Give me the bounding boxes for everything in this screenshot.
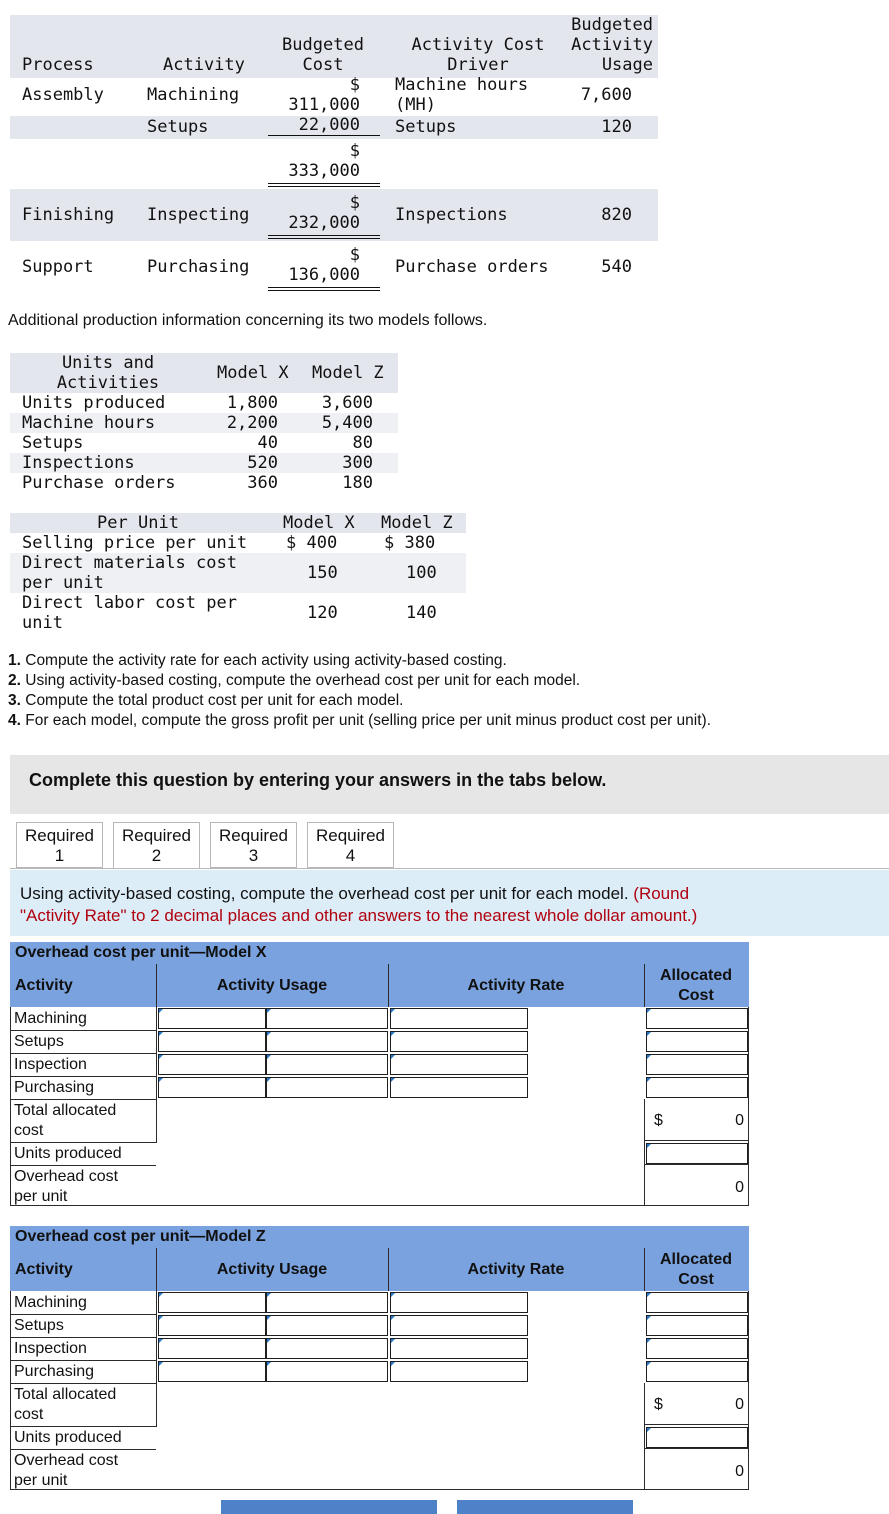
rate-input-setups[interactable]: [390, 1031, 528, 1052]
usage-unit-input-purchasing[interactable]: [266, 1077, 388, 1098]
selling-price-x: $ 400: [286, 533, 338, 553]
total-dollar-sign: $: [654, 1112, 663, 1129]
alloc-input-purchasing[interactable]: [646, 1077, 748, 1098]
labor-x: 120: [307, 603, 338, 623]
usage-input-inspection[interactable]: [158, 1338, 266, 1359]
rate-input-purchasing[interactable]: [390, 1077, 528, 1098]
alloc-input-machining[interactable]: [646, 1292, 748, 1313]
materials-x: 150: [307, 563, 338, 583]
overhead-per-unit-value: 0: [735, 1463, 744, 1480]
rate-input-inspection[interactable]: [390, 1338, 528, 1359]
machining-usage: 7,600: [580, 85, 632, 105]
units-row-label: Units produced: [22, 393, 166, 413]
units-x-values: 1,800 2,200 40 520 360: [226, 393, 278, 493]
total-allocated-label: Total allocated cost: [14, 1102, 117, 1139]
col-cost-driver: Activity Cost Driver: [411, 35, 545, 75]
inspecting-cost: $ 232,000: [268, 193, 380, 239]
purchasing-usage: 540: [601, 257, 632, 277]
usage-unit-input-inspection[interactable]: [266, 1054, 388, 1075]
overhead-per-unit-value: 0: [735, 1179, 744, 1196]
additional-info-text: Additional production information concerning its two models follows.: [8, 312, 488, 329]
alloc-input-inspection[interactable]: [646, 1054, 748, 1075]
units-row-label: Setups: [22, 433, 84, 453]
question-item: 2. Using activity-based costing, compute the overhead cost per unit for each model.: [8, 672, 581, 689]
usage-input-purchasing[interactable]: [158, 1361, 266, 1382]
instructions-banner: Complete this question by entering your answers in the tabs below.: [10, 755, 889, 814]
inspecting-driver: Inspections: [395, 205, 508, 225]
units-row-label: Inspections: [22, 453, 135, 473]
materials-z: 100: [406, 563, 437, 583]
units-produced-label: Units produced: [14, 1145, 122, 1162]
purchasing-cost: $ 136,000: [268, 245, 380, 291]
units-produced-input[interactable]: [646, 1143, 748, 1164]
tab-divider: [10, 868, 889, 869]
units-row-label: Purchase orders: [22, 473, 176, 493]
tab-required-1[interactable]: Required 1: [16, 822, 103, 868]
units-col-model-x: Model X: [217, 363, 289, 383]
per-unit-row-label: Direct materials cost per unit: [22, 553, 237, 593]
per-unit-row-label: Selling price per unit: [22, 533, 248, 553]
questions-list: [8, 651, 878, 731]
col-activity-header: Activity: [15, 1261, 73, 1278]
question-item: 4. For each model, compute the gross profit per unit (selling price per unit minus product cost per unit).: [8, 712, 712, 729]
rate-input-machining[interactable]: [390, 1008, 528, 1029]
usage-unit-input-setups[interactable]: [266, 1031, 388, 1052]
question-item: 3. Compute the total product cost per unit for each model.: [8, 692, 404, 709]
units-labels: [22, 393, 176, 493]
process-finishing: Finishing: [22, 205, 115, 225]
units-z-values: 3,600 5,400 80 300 180: [321, 393, 373, 493]
setups-cost: 22,000: [268, 115, 380, 136]
instruction-box: Using activity-based costing, compute the overhead cost per unit for each model. (Round "Activity Rate" to 2 decimal places and other answers to the nearest whole dollar amount.): [10, 870, 889, 936]
row-label-inspection: Inspection: [14, 1056, 87, 1073]
usage-unit-input-purchasing[interactable]: [266, 1361, 388, 1382]
overhead-per-unit-label: Overhead cost per unit: [14, 1452, 119, 1489]
tab-required-4[interactable]: Required 4: [307, 822, 394, 868]
activity-inspecting: Inspecting: [147, 205, 250, 225]
usage-unit-input-setups[interactable]: [266, 1315, 388, 1336]
grid-title-bar: Overhead cost per unit—Model X: [10, 942, 749, 964]
col-activity: Activity: [163, 55, 245, 75]
alloc-input-setups[interactable]: [646, 1315, 748, 1336]
inspecting-usage: 820: [601, 205, 632, 225]
per-unit-row-label: Direct labor cost per unit: [22, 593, 237, 633]
machining-driver: Machine hours (MH): [395, 75, 529, 115]
alloc-input-purchasing[interactable]: [646, 1361, 748, 1382]
col-usage-header: Activity Usage: [216, 1261, 328, 1278]
row-label-purchasing: Purchasing: [14, 1363, 95, 1380]
col-process: Process: [22, 55, 94, 75]
col-budgeted-usage: Budgeted Activity Usage: [571, 15, 653, 75]
usage-input-purchasing[interactable]: [158, 1077, 266, 1098]
col-rate-header: Activity Rate: [467, 977, 565, 994]
purchasing-driver: Purchase orders: [395, 257, 549, 277]
usage-unit-input-machining[interactable]: [266, 1008, 388, 1029]
alloc-input-inspection[interactable]: [646, 1338, 748, 1359]
total-allocated-value: 0: [735, 1112, 744, 1129]
usage-input-machining[interactable]: [158, 1008, 266, 1029]
activity-machining: Machining: [147, 85, 240, 105]
units-produced-label: Units produced: [14, 1429, 122, 1446]
col-activity-header: Activity: [15, 977, 73, 994]
total-allocated-value: 0: [735, 1396, 744, 1413]
col-alloc-header: Allocated Cost: [659, 967, 732, 1004]
units-col-model-z: Model Z: [312, 363, 384, 383]
process-support: Support: [22, 257, 94, 277]
assembly-subtotal: $ 333,000: [268, 141, 380, 187]
alloc-input-setups[interactable]: [646, 1031, 748, 1052]
rate-input-purchasing[interactable]: [390, 1361, 528, 1382]
labor-z: 140: [406, 603, 437, 623]
alloc-input-machining[interactable]: [646, 1008, 748, 1029]
question-item: 1. Compute the activity rate for each activity using activity-based costing.: [8, 652, 507, 669]
usage-unit-input-inspection[interactable]: [266, 1338, 388, 1359]
tab-required-3[interactable]: Required 3: [210, 822, 297, 868]
units-header: Units and Activities: [56, 353, 160, 393]
selling-price-z: $ 380: [384, 533, 436, 553]
total-dollar-sign: $: [654, 1396, 663, 1413]
row-label-machining: Machining: [14, 1010, 87, 1027]
usage-input-setups[interactable]: [158, 1031, 266, 1052]
row-label-machining: Machining: [14, 1294, 87, 1311]
rate-input-setups[interactable]: [390, 1315, 528, 1336]
units-row-label: Machine hours: [22, 413, 156, 433]
usage-unit-input-machining[interactable]: [266, 1292, 388, 1313]
activity-setups: Setups: [147, 117, 209, 137]
prev-required-button[interactable]: [221, 1500, 437, 1514]
per-unit-col-model-x: Model X: [283, 513, 355, 533]
per-unit-col-model-z: Model Z: [381, 513, 453, 533]
col-rate-header: Activity Rate: [467, 1261, 565, 1278]
setups-usage: 120: [601, 117, 632, 137]
machining-cost: $ 311,000: [288, 75, 360, 115]
col-alloc-header: Allocated Cost: [659, 1251, 732, 1288]
rate-input-machining[interactable]: [390, 1292, 528, 1313]
per-unit-header: Per Unit: [97, 513, 179, 533]
row-label-purchasing: Purchasing: [14, 1079, 95, 1096]
units-produced-input[interactable]: [646, 1427, 748, 1448]
row-label-setups: Setups: [14, 1317, 64, 1334]
activity-purchasing: Purchasing: [147, 257, 250, 277]
grid-model-x: [10, 942, 749, 1206]
usage-input-setups[interactable]: [158, 1315, 266, 1336]
process-assembly: Assembly: [22, 85, 104, 105]
col-usage-header: Activity Usage: [216, 977, 328, 994]
usage-input-machining[interactable]: [158, 1292, 266, 1313]
total-allocated-label: Total allocated cost: [14, 1386, 117, 1423]
row-label-setups: Setups: [14, 1033, 64, 1050]
overhead-per-unit-label: Overhead cost per unit: [14, 1168, 119, 1205]
col-budgeted-cost: Budgeted Cost: [282, 35, 364, 75]
grid-model-z: [10, 1226, 749, 1490]
next-required-button[interactable]: [457, 1500, 633, 1514]
setups-driver: Setups: [395, 117, 457, 137]
usage-input-inspection[interactable]: [158, 1054, 266, 1075]
rate-input-inspection[interactable]: [390, 1054, 528, 1075]
tab-required-2[interactable]: Required 2: [113, 822, 200, 868]
grid-title-bar: Overhead cost per unit—Model Z: [10, 1226, 749, 1248]
row-label-inspection: Inspection: [14, 1340, 87, 1357]
